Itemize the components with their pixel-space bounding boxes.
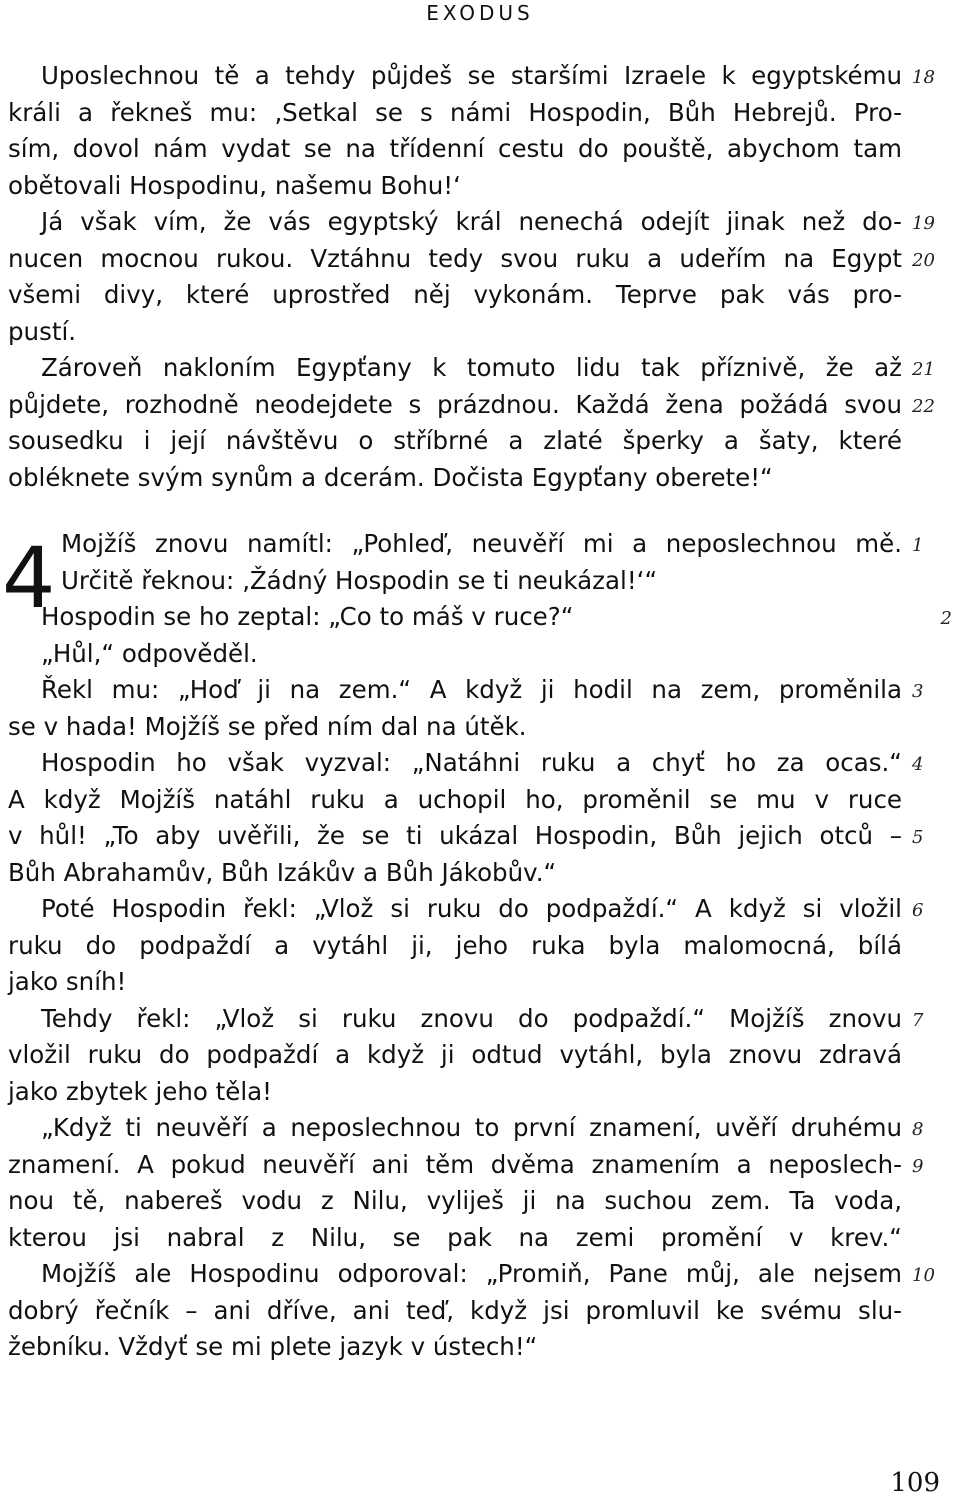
verse-number: 8 — [912, 1119, 924, 1140]
verse-number: 19 — [912, 213, 935, 234]
line-text: žebníku. Vždyť se mi plete jazyk v ústech!“ — [8, 1332, 538, 1361]
line-text: ruku do podpaždí a vytáhl ji, jeho ruka byla malomocná, bílá — [8, 930, 902, 960]
text-line — [8, 1329, 902, 1366]
text-line — [8, 95, 902, 132]
text-line — [8, 131, 902, 168]
line-text: Tehdy řekl: „Vlož si ruku znovu do podpaždí.“ Mojžíš znovu — [41, 1003, 902, 1033]
verse-number: 21 — [912, 359, 935, 380]
text-line — [8, 1001, 924, 1038]
verse-number: 5 — [912, 827, 924, 848]
text-line — [8, 855, 902, 892]
line-text: králi a řekneš mu: ‚Setkal se s námi Hospodin, Bůh Hebrejů. Pro- — [8, 97, 902, 127]
body-text — [8, 58, 952, 1366]
text-line — [8, 1074, 902, 1111]
line-text: obléknete svým synům a dcerám. Dočista Egypťany oberete!“ — [8, 462, 773, 492]
line-text: obětovali Hospodinu, našemu Bohu!‘ — [8, 170, 461, 200]
running-header: EXODUS — [426, 1, 534, 25]
line-text: půjdete, rozhodně neodejdete s prázdnou. Každá žena požádá svou — [8, 389, 902, 419]
text-line — [8, 168, 902, 205]
line-text: Mojžíš ale Hospodinu odporoval: „Promiň, Pane můj, ale nejsem — [41, 1259, 902, 1288]
line-text: nou tě, nabereš vodu z Nilu, vyliješ ji na suchou zem. Ta voda, — [8, 1186, 902, 1215]
line-text: pustí. — [8, 316, 77, 346]
text-line — [8, 964, 902, 1001]
text-line — [8, 314, 902, 351]
verse-number: 20 — [912, 249, 935, 271]
verse-number: 18 — [912, 67, 935, 88]
text-line — [8, 460, 902, 497]
line-text: sím, dovol nám vydat se na třídenní cestu do pouště, abychom tam — [8, 134, 902, 163]
verse-number: 9 — [912, 1155, 924, 1177]
line-text: všemi divy, které uprostřed něj vykonám. Teprve pak vás pro- — [8, 280, 902, 309]
text-line — [8, 1183, 902, 1220]
verse-number: 4 — [912, 754, 924, 775]
text-line — [8, 709, 902, 746]
line-text: Poté Hospodin řekl: „Vlož si ruku do podpaždí.“ A když si vložil — [41, 894, 902, 923]
text-line — [8, 599, 952, 636]
text-line — [8, 636, 902, 673]
text-line — [8, 563, 902, 600]
text-line — [8, 241, 935, 278]
verse-number: 22 — [912, 395, 935, 417]
line-text: Zároveň nakloním Egypťany k tomuto lidu tak příznivě, že až — [41, 353, 902, 382]
line-text: dobrý řečník – ani dříve, ani teď, když jsi promluvil ke svému slu- — [8, 1295, 902, 1325]
line-text: se v hada! Mojžíš se před ním dal na útěk. — [8, 711, 527, 741]
line-text: Hospodin ho však vyzval: „Natáhni ruku a chyť ho za ocas.“ — [41, 748, 902, 777]
line-text: znamení. A pokud neuvěří ani těm dvěma znamením a neposlech- — [8, 1149, 902, 1179]
text-line — [8, 423, 902, 460]
line-text: Uposlechnou tě a tehdy půjdeš se staršími Izraele k egyptskému — [41, 61, 902, 90]
text-line — [8, 672, 924, 709]
line-text: jako sníh! — [8, 967, 127, 996]
verse-number: 7 — [912, 1009, 924, 1031]
page-number: 109 — [890, 1468, 940, 1498]
text-line — [8, 928, 902, 965]
line-text: kterou jsi nabral z Nilu, se pak na zemi promění v krev.“ — [8, 1222, 902, 1252]
text-line — [8, 745, 924, 782]
text-line — [8, 350, 935, 387]
text-line — [8, 1110, 924, 1147]
verse-number: 1 — [912, 535, 924, 556]
text-line — [8, 1220, 902, 1257]
text-line — [8, 526, 924, 563]
verse-number: 3 — [912, 681, 924, 702]
line-text: Hospodin se ho zeptal: „Co to máš v ruce?“ — [41, 602, 574, 631]
chapter-number: 4 — [2, 529, 56, 627]
line-text: A když Mojžíš natáhl ruku a uchopil ho, proměnil se mu v ruce — [8, 784, 902, 814]
verse-number: 6 — [912, 900, 924, 921]
chapter-gap — [8, 496, 902, 526]
line-text: „Když ti neuvěří a neposlechnou to první znamení, uvěří druhému — [41, 1113, 902, 1142]
line-text: „Hůl,“ odpověděl. — [41, 638, 258, 668]
line-text: v hůl! „To aby uvěřili, že se ti ukázal Hospodin, Bůh jejich otců – — [8, 821, 902, 850]
line-text: Řekl mu: „Hoď ji na zem.“ A když ji hodil na zem, proměnila — [41, 675, 902, 704]
verse-number: 10 — [912, 1265, 935, 1286]
line-text: Já však vím, že vás egyptský král nenechá odejít jinak než do- — [41, 207, 902, 236]
verse-number: 2 — [940, 608, 952, 629]
text-line — [8, 891, 924, 928]
text-line — [8, 387, 935, 424]
line-text: nucen mocnou rukou. Vztáhnu tedy svou ruku a udeřím na Egypt — [8, 243, 902, 273]
text-line — [8, 818, 924, 855]
line-text: sousedku i její návštěvu o stříbrné a zlaté šperky a šaty, které — [8, 426, 902, 455]
text-line — [8, 204, 935, 241]
line-text: jako zbytek jeho těla! — [8, 1076, 272, 1106]
text-line — [8, 277, 902, 314]
text-line — [8, 1256, 935, 1293]
text-line — [8, 1293, 902, 1330]
line-text: Mojžíš znovu namítl: „Pohleď, neuvěří mi a neposlechnou mě. — [61, 529, 902, 558]
text-line — [8, 782, 902, 819]
line-text: Bůh Abrahamův, Bůh Izákův a Bůh Jákobův.“ — [8, 857, 557, 887]
line-text: Určitě řeknou: ‚Žádný Hospodin se ti neukázal!‘“ — [61, 565, 658, 595]
line-text: vložil ruku do podpaždí a když ji odtud vytáhl, byla znovu zdravá — [8, 1040, 902, 1069]
text-line — [8, 58, 935, 95]
text-line — [8, 1037, 902, 1074]
text-line — [8, 1147, 924, 1184]
